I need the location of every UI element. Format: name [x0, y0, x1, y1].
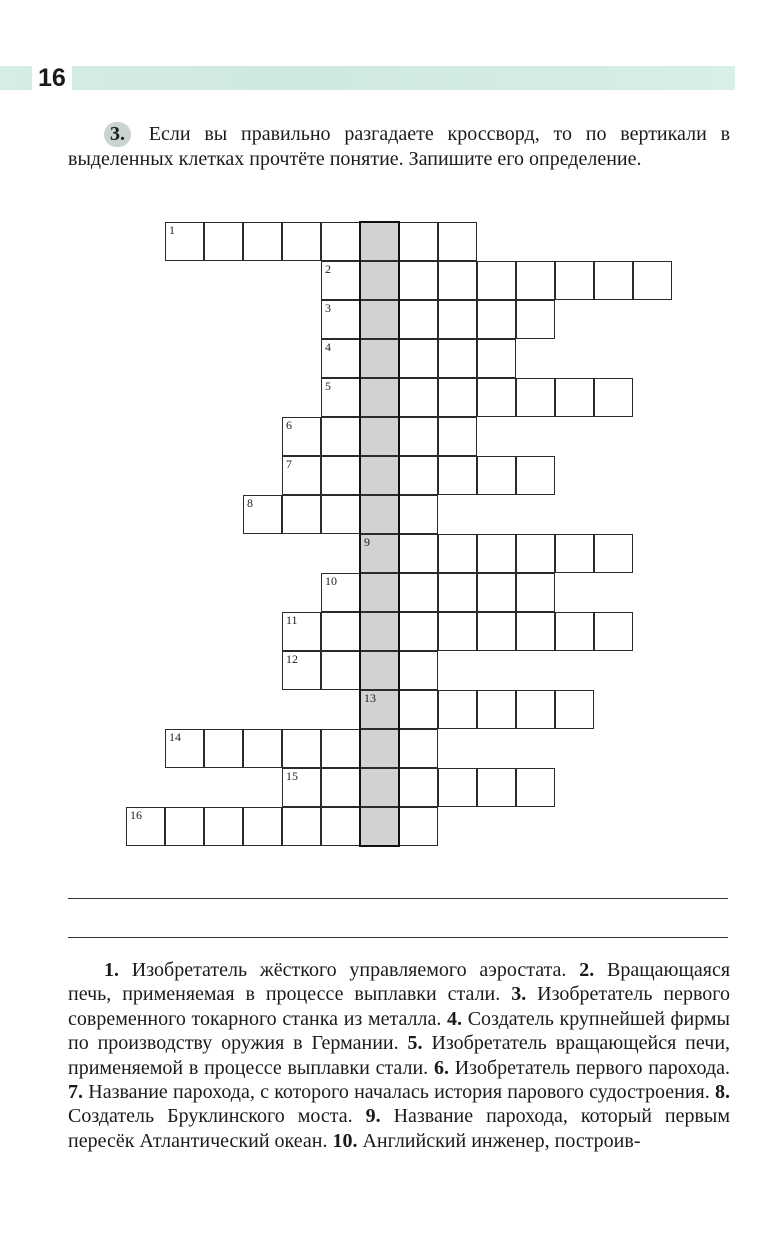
clue-item-text: Создатель Бруклинского моста.	[68, 1105, 353, 1128]
clue-item-number: 10.	[332, 1129, 358, 1152]
crossword-cell[interactable]	[399, 690, 438, 729]
crossword-cell[interactable]	[438, 768, 477, 807]
crossword-cell[interactable]	[399, 651, 438, 690]
crossword-cell[interactable]	[477, 573, 516, 612]
clue-number: 12	[286, 652, 298, 666]
clue-number: 16	[130, 808, 142, 822]
crossword-cell[interactable]	[555, 261, 594, 300]
clue-item-text: Вращающаяся печь, применяемая в процессе выплавки стали.	[68, 959, 731, 1006]
crossword-key-cell[interactable]	[360, 807, 399, 846]
crossword-key-cell[interactable]	[360, 729, 399, 768]
crossword-cell[interactable]	[594, 534, 633, 573]
crossword-key-cell[interactable]	[360, 339, 399, 378]
crossword-cell[interactable]	[321, 261, 360, 300]
crossword-cell[interactable]	[516, 690, 555, 729]
crossword-cell[interactable]	[477, 690, 516, 729]
task-block	[68, 122, 730, 172]
clue-number: 13	[364, 691, 376, 705]
crossword-cell[interactable]	[243, 495, 282, 534]
crossword-cell[interactable]	[165, 222, 204, 261]
page-header-band	[0, 66, 735, 90]
crossword-cell[interactable]	[282, 456, 321, 495]
crossword-cell[interactable]	[204, 729, 243, 768]
crossword-cell[interactable]	[477, 534, 516, 573]
clue-number: 1	[169, 223, 175, 237]
crossword-cell[interactable]	[282, 495, 321, 534]
clue-item-number: 7.	[68, 1081, 83, 1104]
crossword-cell[interactable]	[321, 612, 360, 651]
crossword-cell[interactable]	[165, 729, 204, 768]
crossword-cell[interactable]	[516, 456, 555, 495]
crossword-cell[interactable]	[399, 456, 438, 495]
crossword-cell[interactable]	[438, 261, 477, 300]
crossword-cell[interactable]	[321, 378, 360, 417]
clue-item-number: 6.	[433, 1056, 449, 1079]
crossword-cell[interactable]	[282, 612, 321, 651]
crossword-cell[interactable]	[126, 807, 165, 846]
crossword-cell[interactable]	[633, 261, 672, 300]
crossword-cell[interactable]	[399, 495, 438, 534]
crossword-cell[interactable]	[438, 339, 477, 378]
crossword-cell[interactable]	[399, 300, 438, 339]
clue-item-text: Изобретатель первого парохода.	[454, 1056, 731, 1079]
crossword-cell[interactable]	[594, 612, 633, 651]
crossword-cell[interactable]	[399, 222, 438, 261]
clue-item-text: Английский инженер, построив-	[362, 1129, 641, 1152]
clue-number: 3	[325, 301, 331, 315]
clue-item-text: Изобретатель вращающейся печи, применяемой в процессе выплавки стали.	[68, 1032, 731, 1079]
crossword-cell[interactable]	[282, 729, 321, 768]
crossword-cell[interactable]	[399, 807, 438, 846]
clue-item-number: 5.	[407, 1032, 423, 1055]
clue-item-number: 1.	[104, 959, 119, 981]
clue-item-text: Изобретатель жёсткого управляемого аэростата.	[131, 959, 567, 981]
crossword-cell[interactable]	[594, 261, 633, 300]
crossword-key-cell[interactable]	[360, 495, 399, 534]
clue-number: 6	[286, 418, 292, 432]
task-text: Если вы правильно разгадаете кроссворд, то по вертикали в выделенных клетках прочтёте понятие. Запишите его определение.	[68, 123, 731, 170]
crossword-cell[interactable]	[516, 534, 555, 573]
crossword-key-cell[interactable]	[360, 417, 399, 456]
clue-item-number: 9.	[365, 1105, 381, 1128]
clue-number: 15	[286, 769, 298, 783]
task-number: 3.	[104, 122, 131, 147]
crossword-cell[interactable]	[438, 612, 477, 651]
answer-line-2[interactable]	[68, 937, 728, 938]
clues-list	[68, 958, 730, 1153]
crossword-cell[interactable]	[516, 300, 555, 339]
clue-number: 9	[364, 535, 370, 549]
crossword-cell[interactable]	[321, 222, 360, 261]
clue-number: 14	[169, 730, 181, 744]
crossword-cell[interactable]	[477, 300, 516, 339]
crossword-cell[interactable]	[399, 378, 438, 417]
crossword-cell[interactable]	[438, 378, 477, 417]
crossword-cell[interactable]	[477, 339, 516, 378]
crossword-cell[interactable]	[555, 378, 594, 417]
crossword-cell[interactable]	[321, 573, 360, 612]
crossword-key-cell[interactable]	[360, 690, 399, 729]
page-number: 16	[32, 64, 72, 92]
crossword-cell[interactable]	[516, 612, 555, 651]
clue-item-text: Изобретатель первого современного токарного станка из металла.	[68, 983, 731, 1030]
clue-item-number: 8.	[715, 1081, 731, 1104]
crossword-cell[interactable]	[438, 690, 477, 729]
answer-line-1[interactable]	[68, 898, 728, 899]
crossword-cell[interactable]	[399, 417, 438, 456]
crossword-cell[interactable]	[516, 768, 555, 807]
crossword-cell[interactable]	[204, 807, 243, 846]
crossword-key-cell[interactable]	[360, 261, 399, 300]
crossword-cell[interactable]	[516, 573, 555, 612]
crossword-cell[interactable]	[399, 261, 438, 300]
crossword-cell[interactable]	[438, 222, 477, 261]
clue-item-number: 3.	[511, 983, 527, 1006]
clue-number: 10	[325, 574, 337, 588]
crossword-cell[interactable]	[282, 768, 321, 807]
crossword-cell[interactable]	[516, 261, 555, 300]
crossword-cell[interactable]	[321, 417, 360, 456]
crossword-cell[interactable]	[438, 417, 477, 456]
crossword-cell[interactable]	[321, 495, 360, 534]
crossword-cell[interactable]	[399, 339, 438, 378]
clues-paragraph	[68, 958, 730, 1153]
crossword-cell[interactable]	[477, 612, 516, 651]
crossword-cell[interactable]	[555, 534, 594, 573]
crossword-key-cell[interactable]	[360, 768, 399, 807]
crossword-cell[interactable]	[477, 261, 516, 300]
crossword-cell[interactable]	[321, 300, 360, 339]
crossword-cell[interactable]	[555, 690, 594, 729]
crossword-cell[interactable]	[204, 222, 243, 261]
crossword-cell[interactable]	[321, 651, 360, 690]
crossword-cell[interactable]	[399, 573, 438, 612]
crossword-cell[interactable]	[438, 573, 477, 612]
clue-item-text: Создатель крупнейшей фирмы по производству оружия в Германии.	[68, 1007, 730, 1055]
clue-item	[68, 1081, 710, 1103]
crossword-cell[interactable]	[399, 729, 438, 768]
crossword-cell[interactable]	[477, 768, 516, 807]
clue-item-text: Название парохода, с которого началась история парового судостроения.	[88, 1081, 710, 1104]
crossword-key-cell[interactable]	[360, 534, 399, 573]
clue-item	[434, 1057, 730, 1079]
crossword-cell[interactable]	[165, 807, 204, 846]
crossword-cell[interactable]	[477, 378, 516, 417]
crossword-key-cell[interactable]	[360, 222, 399, 261]
crossword-cell[interactable]	[438, 456, 477, 495]
clue-number: 4	[325, 340, 331, 354]
crossword-cell[interactable]	[282, 222, 321, 261]
crossword-cell[interactable]	[399, 768, 438, 807]
crossword-cell[interactable]	[477, 456, 516, 495]
crossword-cell[interactable]	[516, 378, 555, 417]
clue-item-text: Название парохода, который первым пересёк Атлантический океан.	[68, 1105, 731, 1152]
crossword-cell[interactable]	[243, 807, 282, 846]
crossword-cell[interactable]	[555, 612, 594, 651]
crossword-cell[interactable]	[438, 534, 477, 573]
clue-number: 8	[247, 496, 253, 510]
crossword-cell[interactable]	[321, 729, 360, 768]
clue-item	[332, 1130, 640, 1152]
crossword-key-cell[interactable]	[360, 651, 399, 690]
crossword-cell[interactable]	[438, 300, 477, 339]
clue-number: 11	[286, 613, 298, 627]
crossword-cell[interactable]	[594, 378, 633, 417]
crossword-cell[interactable]	[243, 222, 282, 261]
clue-number: 5	[325, 379, 331, 393]
crossword-cell[interactable]	[282, 651, 321, 690]
crossword-cell[interactable]	[282, 417, 321, 456]
crossword-cell[interactable]	[321, 807, 360, 846]
crossword-cell[interactable]	[399, 534, 438, 573]
clue-item-number: 2.	[579, 959, 595, 981]
clue-item-number: 4.	[447, 1007, 463, 1030]
crossword-key-cell[interactable]	[360, 378, 399, 417]
crossword-key-cell[interactable]	[360, 612, 399, 651]
crossword-key-cell[interactable]	[360, 300, 399, 339]
crossword-key-cell[interactable]	[360, 573, 399, 612]
clue-number: 7	[286, 457, 292, 471]
crossword-cell[interactable]	[321, 456, 360, 495]
crossword-cell[interactable]	[282, 807, 321, 846]
clue-item	[104, 959, 566, 981]
crossword-cell[interactable]	[321, 339, 360, 378]
crossword-cell[interactable]	[399, 612, 438, 651]
crossword-key-cell[interactable]	[360, 456, 399, 495]
clue-number: 2	[325, 262, 331, 276]
crossword-cell[interactable]	[243, 729, 282, 768]
crossword-cell[interactable]	[321, 768, 360, 807]
